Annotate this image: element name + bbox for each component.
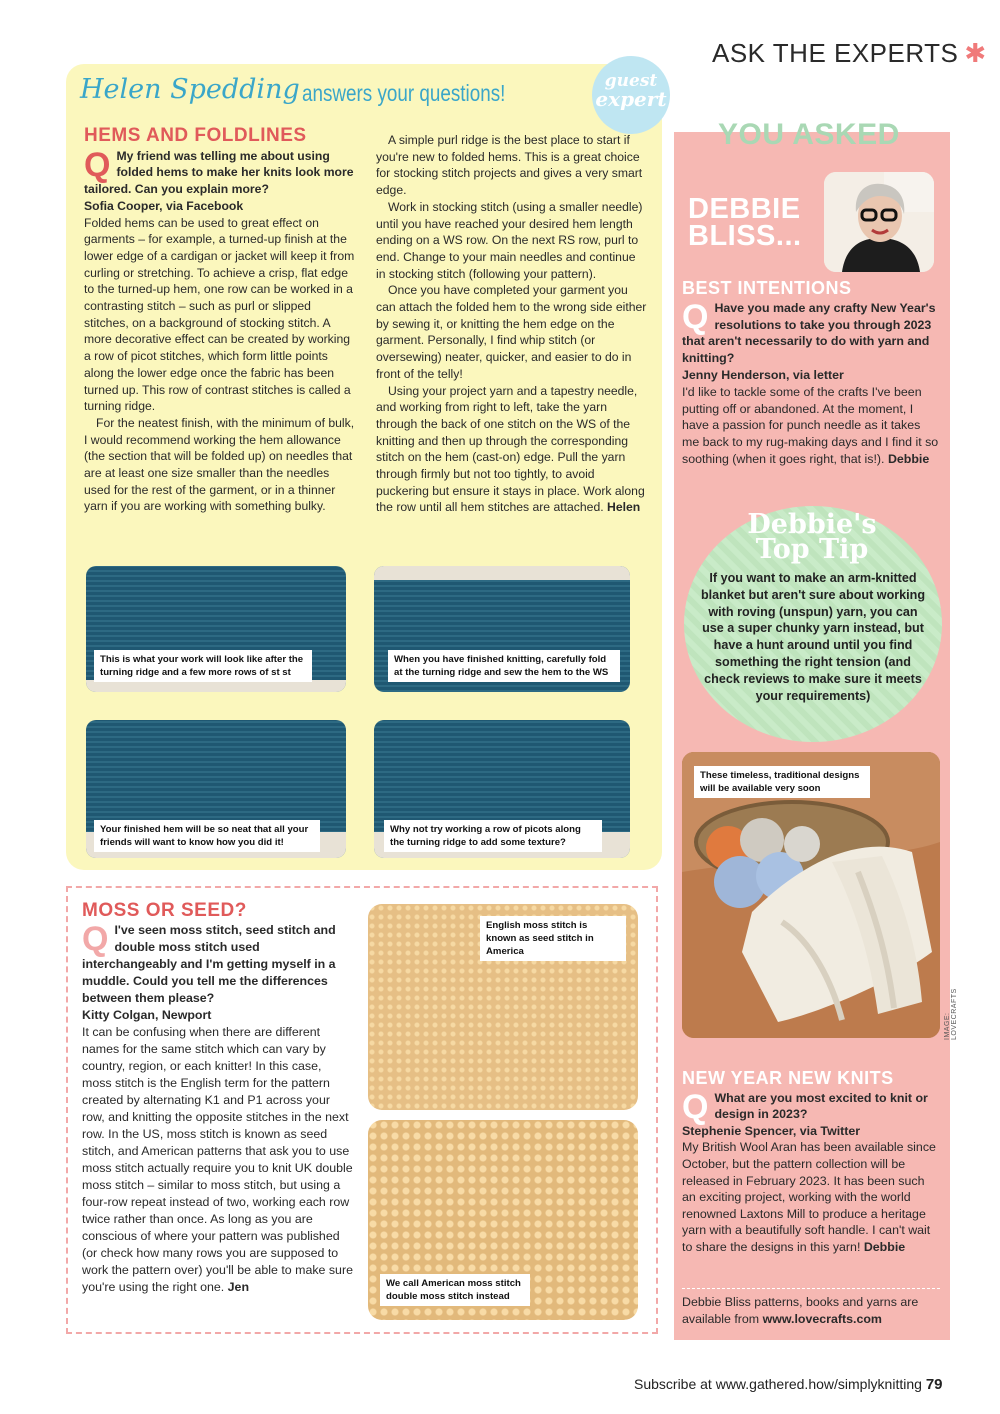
hem-photo-3	[86, 720, 346, 858]
hem-photo-4	[374, 720, 630, 858]
best-answer: I'd like to tackle some of the crafts I've been putting off or abandoned. At the moment, I have a passion for punch needle as it takes me back to my rug-making days and I find it so soothing (when it goes right, that is!). Debbie	[682, 384, 939, 466]
new-question: What are you most excited to knit or design in 2023?	[714, 1090, 928, 1122]
hems-paragraph: Work in stocking stitch (using a smaller needle) until you have reached your desired hem length ending on a WS row. On the next RS row, purl to end. Change to your main needles and continue in stocking stitch (following your pattern).	[376, 199, 643, 281]
photo-caption: These timeless, traditional designs will be available very soon	[694, 766, 870, 798]
debbie-portrait	[824, 172, 934, 272]
photo-caption: This is what your work will look like after the turning ridge and a few more rows of st st	[94, 650, 312, 682]
new-signature: Debbie	[863, 1239, 906, 1254]
hems-column-right	[376, 132, 648, 516]
hem-photo-1	[86, 566, 346, 692]
moss-column	[82, 902, 354, 1296]
hems-question: My friend was telling me about using folded hems to make her knits look more tailored. Can you explain more?	[84, 148, 354, 197]
moss-question: I've seen moss stitch, seed stitch and double moss stitch used interchangeably and I'm getting myself in a muddle. Could you tell me the differences between them please?	[82, 923, 336, 1005]
promo-link[interactable]: www.lovecrafts.com	[762, 1311, 882, 1326]
divider	[682, 1288, 940, 1289]
best-question: Have you made any crafty New Year's resolutions to take you through 2023 that aren't necessarily to do with yarn and knitting?	[682, 300, 936, 366]
page-number: 79	[925, 1376, 943, 1393]
photo-caption: English moss stitch is known as seed stitch in America	[480, 916, 626, 961]
yarn-photo	[682, 752, 940, 1038]
hems-paragraph: Once you have completed your garment you can attach the folded hem to the wrong side either by sewing it, or knitting the hem edge on the garment. Personally, I find whip stitch (or oversewing) neater, quicker, and easier to do in front of the telly!	[376, 283, 647, 381]
moss-paragraph: It can be confusing when there are different names for the same stitch which can vary by country, region, or each knitter! In this case, moss stitch is the English term for the pattern created by alternating K1 and P1 across your row, and knitting the opposite stitches in the next row. In the US, moss stitch is known as seed stitch, and American patterns that ask you to use moss stitch actually require you to knit UK double moss stitch – similar to moss stitch, but using a four-row repeat instead of two, working each row twice rather than once. As long as you are conscious of where your pattern was published (or check how many rows you are supposed to work the pattern over) you'll be able to make sure you're using the right one. Jen	[82, 1025, 353, 1294]
expert-tagline: answers your questions!	[302, 80, 506, 106]
moss-stitch-photo	[368, 904, 638, 1110]
hems-heading: HEMS AND FOLDLINES	[84, 125, 307, 146]
moss-asker: Kitty Colgan, Newport	[82, 1008, 212, 1022]
photo-caption: Why not try working a row of picots along the turning ridge to add some texture?	[384, 820, 602, 852]
top-tip-title: Debbie's Top Tip	[747, 509, 877, 565]
hems-paragraph: Using your project yarn and a tapestry needle, and working from right to left, take the yarn through the back of one stitch on the WS of the knitting and then up through the corresponding stitch on the hem (cast-on) edge. Pull the yarn through firmly but not too tightly, to avoid puckering but ensure it stays in place. Work along the row until all hem stitches are attached. Helen	[376, 383, 645, 515]
hems-paragraph: For the neatest finish, with the minimum of bulk, I would recommend working the hem allowance (the section that will be folded up) on needles that are at least one size smaller than the needles used for the rest of the garment, or in a thinner yarn if you are working with something bulky.	[84, 415, 355, 514]
promo-text: Debbie Bliss patterns, books and yarns are available from www.lovecrafts.com	[682, 1295, 919, 1326]
subscribe-text: Subscribe at www.gathered.how/simplyknitting	[634, 1376, 922, 1392]
hem-photo-2	[374, 566, 630, 692]
photo-caption: Your finished hem will be so neat that all your friends will want to know how you did it!	[94, 820, 320, 852]
flower-icon: ✱	[964, 38, 987, 68]
moss-signature: Jen	[227, 1280, 250, 1294]
top-tip-text: If you want to make an arm-knitted blanket but aren't sure about working with roving (unspun) yarn, you can use a super chunky yarn instead, but have a hunt around until you find something the right tension (and check reviews to make sure it meets your requirements)	[700, 571, 926, 703]
hems-paragraph: Folded hems can be used to great effect on garments – for example, a turned-up finish at the lower edge of a cardigan or jacket will keep it from curling or stretching. To achieve a crisp, flat edge to the turned-up hem, one row can be worked in a contrasting stitch – such as purl or slipped stitches, on a background of stocking stitch. A more decorative effect can be created by working a row of picot stitches, which form little points along the lower edge once the fabric has been turned up. This row of contrast stitches is called a turning ridge.	[84, 215, 355, 414]
double-moss-photo	[368, 1120, 638, 1320]
new-heading: NEW YEAR NEW KNITS	[682, 1068, 894, 1088]
guest-expert-badge: guest expert	[592, 56, 670, 134]
photo-caption: When you have finished knitting, carefully fold at the turning ridge and sew the hem to the WS	[388, 650, 620, 682]
debbie-title: DEBBIE BLISS...	[688, 193, 802, 252]
photo-caption: We call American moss stitch double moss stitch instead	[380, 1274, 530, 1306]
q-icon: Q	[682, 1087, 709, 1126]
section-tag: ASK THE EXPERTS ✱	[712, 38, 987, 68]
photo-credit: IMAGE: LOVECRAFTS	[944, 988, 958, 1040]
moss-heading: MOSS OR SEED?	[82, 900, 247, 921]
new-asker: Stephenie Spencer, via Twitter	[682, 1123, 861, 1138]
expert-name: Helen Spedding	[80, 74, 300, 105]
q-icon: Q	[84, 145, 111, 184]
hems-column-left	[84, 125, 356, 515]
new-answer: My British Wool Aran has been available since October, but the pattern collection will be released in February 2023. It has been such an exciting project, working with the world renowned Laxtons Mill to produce a heritage yarn with a beautifully soft handle. I can't wait to share the designs in this yarn! Debbie	[682, 1140, 936, 1254]
hems-signature: Helen	[607, 500, 641, 515]
page-footer	[634, 1376, 943, 1393]
you-asked-heading: YOU ASKED	[718, 118, 900, 151]
new-year-knits	[682, 1070, 940, 1256]
best-signature: Debbie	[887, 451, 930, 466]
best-intentions	[682, 280, 940, 468]
best-asker: Jenny Henderson, via letter	[682, 367, 844, 382]
hems-asker: Sofia Cooper, via Facebook	[84, 198, 244, 213]
q-icon: Q	[682, 297, 709, 336]
q-icon: Q	[82, 920, 109, 958]
hems-paragraph: A simple purl ridge is the best place to start if you're new to folded hems. This is a great choice for stocking stitch projects and gives a very smart edge.	[376, 133, 643, 198]
best-heading: BEST INTENTIONS	[682, 278, 852, 298]
